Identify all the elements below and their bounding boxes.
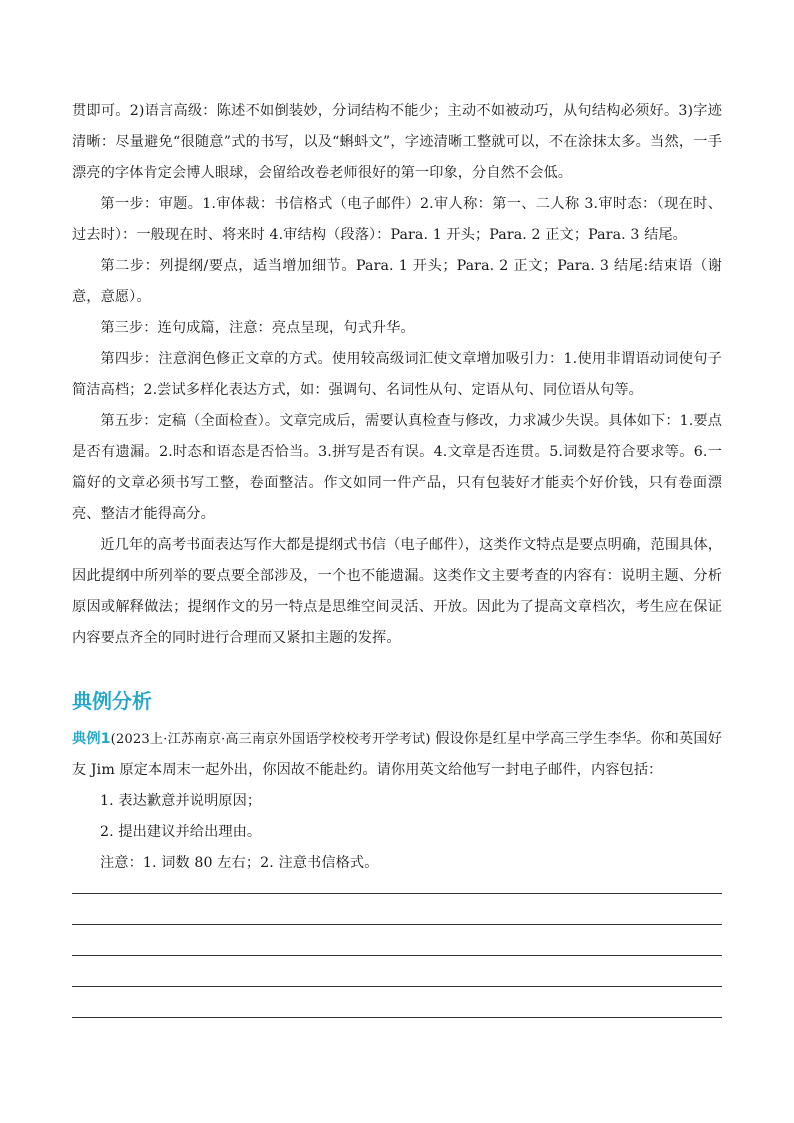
answer-line[interactable]	[72, 924, 722, 925]
example-item-2: 2. 提出建议并给出理由。	[100, 824, 262, 840]
answer-line[interactable]	[72, 1017, 722, 1018]
paragraph-step-1: 第一步：审题。1.审体裁：书信格式（电子邮件）2.审人称：第一、二人称 3.审时态：（现在时、过去时）：一般现在时、将来时 4.审结构（段落）：Para. 1 开头；Para. 2 正文；Para. 3 结尾。	[72, 196, 722, 243]
paragraph-writing-tips: 贯即可。2)语言高级：陈述不如倒装妙，分词结构不能少；主动不如被动巧，从句结构必须好。3)字迹清晰：尽量避免“很随意”式的书写，以及“蝌蚪文”，字迹清晰工整就可以，不在涂抹太多。当然，一手漂亮的字体肯定会博人眼球，会留给改卷老师很好的第一印象，分自然不会低。	[72, 103, 722, 181]
paragraph-summary: 近几年的高考书面表达写作大都是提纲式书信（电子邮件），这类作文特点是要点明确，范围具体，因此提纲中所列举的要点要全部涉及，一个也不能遗漏。这类作文主要考查的内容有：说明主题、分析原因或解释做法；提纲作文的另一特点是思维空间灵活、开放。因此为了提高文章档次，考生应在保证内容要点齐全的同时进行合理而又紧扣主题的发挥。	[72, 537, 722, 646]
section-heading: 典例分析	[72, 689, 152, 713]
example-note: 注意：1. 词数 80 左右；2. 注意书信格式。	[100, 855, 379, 871]
answer-line[interactable]	[72, 986, 722, 987]
example-source: (2023上·江苏南京·高三南京外国语学校校考开学考试)	[110, 732, 431, 747]
paragraph-step-4: 第四步：注意润色修正文章的方式。使用较高级词汇使文章增加吸引力：1.使用非谓语动词使句子简洁高档；2.尝试多样化表达方式，如：强调句、名词性从句、定语从句、同位语从句等。	[72, 351, 722, 398]
paragraph-step-5: 第五步：定稿（全面检查）。文章完成后，需要认真检查与修改，力求减少失误。具体如下：1.要点是否有遗漏。2.时态和语态是否恰当。3.拼写是否有误。4.文章是否连贯。5.词数是符合要求等。6.一篇好的文章必须书写工整，卷面整洁。作文如同一件产品，只有包装好才能卖个好价钱，只有卷面漂亮、整洁才能得高分。	[72, 413, 722, 522]
paragraph-step-3: 第三步：连句成篇，注意：亮点呈现，句式升华。	[100, 320, 415, 336]
document-page	[72, 96, 722, 1048]
example-question	[72, 724, 722, 786]
answer-lines	[72, 893, 722, 1018]
answer-line[interactable]	[72, 893, 722, 894]
example-prompt: 假设你是红星中学高三学生李华。你和英国好友 Jim 原定本周末一起外出，你因故不能赴约。请你用英文给他写一封电子邮件，内容包括：	[72, 731, 722, 778]
example-label: 典例1	[72, 731, 111, 747]
example-item-1: 1. 表达歉意并说明原因；	[100, 793, 262, 809]
paragraph-step-2: 第二步：列提纲/要点，适当增加细节。Para. 1 开头；Para. 2 正文；Para. 3 结尾:结束语（谢意，意愿）。	[72, 258, 722, 305]
answer-line[interactable]	[72, 955, 722, 956]
